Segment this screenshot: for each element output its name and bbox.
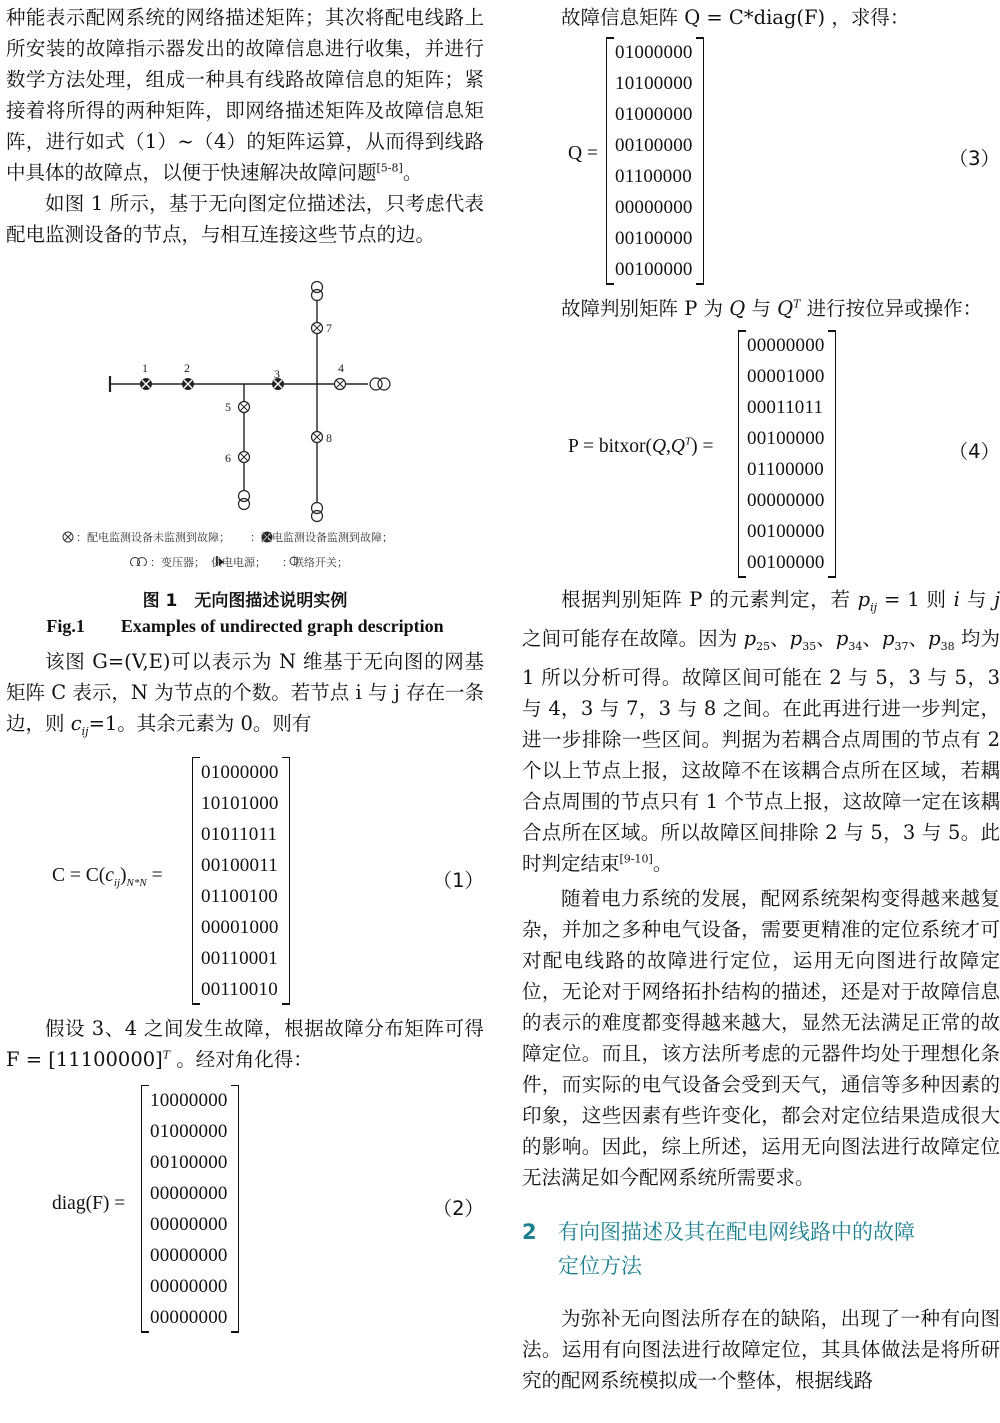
equation-number: （2） (432, 1196, 484, 1220)
paragraph: 故障判别矩阵 P 为 Q 与 $Q^T$ 进行按位异或操作： (561, 297, 983, 320)
figure-caption-cn: 图 1 无向图描述说明实例 (142, 591, 348, 611)
section-number: 2 (522, 1219, 537, 1244)
paragraph: 为弥补无向图法所存在的缺陷，出现了一种有向图法。运用有向图法进行故障定位，其具体做法是将所研究的配网系统模拟成一个整体，根据线路 (522, 1306, 1000, 1392)
right-column (522, 0, 1000, 1396)
node-label: 5 (225, 400, 231, 414)
equation-lhs: $C = C(c_{ij})_{N*N}$ = (52, 864, 163, 889)
figure-1 (6, 266, 484, 636)
p-element-list: $p_{25}$、$p_{35}$、$p_{34}$、$p_{37}$、$p_{38}$ (743, 626, 955, 653)
undirected-graph-diagram (6, 266, 484, 566)
equation-lhs: $P = bitxor(Q,Q^T)$ = (568, 435, 714, 457)
equation-number: （1） (432, 868, 484, 892)
equation-number: （4） (948, 440, 1000, 463)
equation-3 (522, 33, 1000, 287)
matrix: 01000000 10100000 01000000 00100000 01100000 00000000 00100000 00100000 (606, 37, 704, 285)
paragraph: 种能表示配网系统的网络描述矩阵；其次将配电线路上所安装的故障指示器发出的故障信息进行收集，并进行数学方法处理，组成一种具有线路故障信息的矩阵；紧接着将所得的两种矩阵，即网络描述矩阵及故障信息矩阵，进行如式（1）~（4）的矩阵运算，从而得到线路中具体的故障点，以便于快速解决故障问题[5-8]。 (6, 6, 484, 184)
transformer-symbols (239, 282, 391, 522)
paragraph: 根据判别矩阵 P 的元素判定，若 $p_{ij} = 1$ 则 i 与 j 之间可能存在故障。因为 $p_{25}$、$p_{35}$、$p_{34}$、$p_{37}$、$p_{38}$ 均为 1 所以分析可得。故障区间可能在 2 与 5，3 与 5，3 与 4，3 与 7，3 与 8 之间。在此再进行进一步判定，进一步排除一些区间。判据为若耦合点周围的节点有 2 个以上节点上报，这故障不在该耦合点所在区域，若耦合点周围的节点只有 1 个节点上报，这故障一定在该耦合点所在区域。所以故障区间排除 2 与 5，3 与 5。此时判定结束[9-10]。 (522, 588, 1000, 875)
legend-line-1: ：配电监测设备未监测到故障； ：配电监测设备监测到故障； (76, 531, 393, 544)
section-heading: 2 有向图描述及其在配电网线路中的故障 定位方法 (522, 1215, 1000, 1283)
node-label: 7 (326, 321, 332, 335)
matrix: 01000000 10101000 01011011 00100011 01100100 00001000 00110001 00110010 (192, 757, 290, 1005)
node-label: 2 (184, 361, 190, 375)
paragraph: 假设 3、4 之间发生故障，根据故障分布矩阵可得 $F = [11100000]^T$ 。经对角化得： (6, 1016, 484, 1071)
matrix: 00000000 00001000 00011011 00100000 01100000 00000000 00100000 00100000 (738, 330, 836, 578)
p-element: p (835, 626, 849, 650)
node-label: 4 (338, 361, 344, 375)
equation-4 (522, 326, 1000, 580)
equation-1 (6, 753, 484, 1009)
equation-lhs: Q = (568, 143, 598, 164)
equation-2 (6, 1081, 484, 1337)
paragraph: 随着电力系统的发展，配网系统架构变得越来越复杂，并加之多种电气设备，需要更精准的定位系统才可对配电线路的故障进行定位，运用无向图进行故障定位，无论对于网络拓扑结构的描述，还是对于故障信息的表示的难度都变得越来越大，显然无法满足正常的故障定位。而且，该方法所考虑的元器件均处于理想化条件，而实际的电气设备会受到天气，通信等多种因素的印象，这些因素有些许变化，都会对定位结果造成很大的影响。因此，综上所述，运用无向图法进行故障定位无法满足如今配网系统所需要求。 (522, 886, 1000, 1189)
figure-caption-en: Fig.1 Examples of undirected graph description (46, 616, 444, 636)
paragraph: 故障信息矩阵 Q = C*diag(F) ，求得： (561, 6, 910, 29)
left-column (6, 0, 484, 1337)
node-label: 6 (225, 451, 231, 465)
node-label: 1 (142, 361, 148, 375)
p-element: p (789, 626, 803, 650)
p-element: p (743, 626, 757, 650)
p-element: p (882, 626, 895, 650)
paragraph: 如图 1 所示，基于无向图定位描述法，只考虑代表配电监测设备的节点，与相互连接这些节点的边。 (6, 192, 484, 246)
equation-lhs: diag(F) = (52, 1192, 126, 1214)
p-element: p (928, 626, 941, 650)
paragraph: 该图 G=(V,E)可以表示为 N 维基于无向图的网基矩阵 C 表示，N 为节点的个数。若节点 i 与 j 存在一条边，则 $c_{ij}=1$。其余元素为 0。则有 (6, 650, 484, 738)
legend-line-2: ：变压器； 供电电源； ：联络开关； (150, 556, 348, 569)
equation-number: （3） (948, 147, 1000, 170)
node-label: 3 (274, 367, 280, 381)
matrix: 10000000 01000000 00100000 00000000 00000000 00000000 00000000 00000000 (141, 1085, 239, 1333)
node-label: 8 (326, 431, 332, 445)
